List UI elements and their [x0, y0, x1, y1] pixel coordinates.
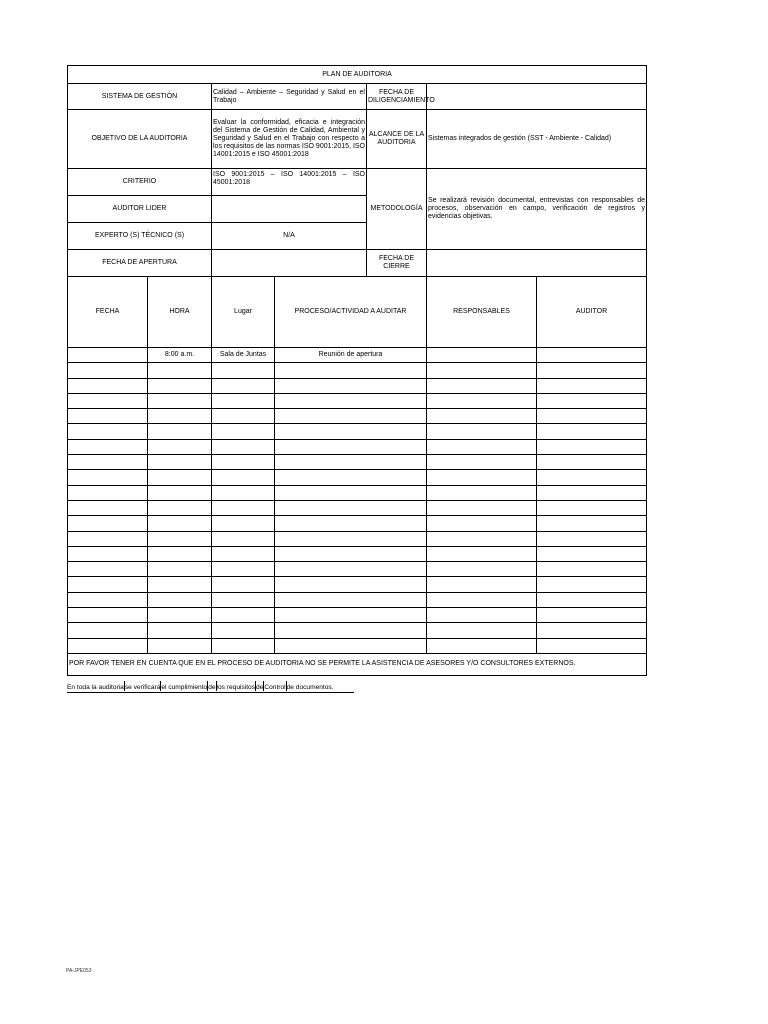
schedule-cell-responsables[interactable]: [427, 439, 537, 454]
schedule-cell-lugar[interactable]: [212, 470, 275, 485]
metodologia-label: METODOLOGÍA: [367, 169, 427, 250]
column-header-auditor: AUDITOR: [537, 277, 647, 348]
schedule-row: [68, 348, 647, 363]
schedule-cell-proceso[interactable]: [275, 623, 427, 638]
schedule-cell-proceso[interactable]: [275, 592, 427, 607]
footer-segment: de: [256, 684, 264, 691]
schedule-cell-hora[interactable]: [148, 623, 212, 638]
schedule-row: [68, 592, 647, 607]
schedule-cell-auditor[interactable]: [537, 577, 647, 592]
document-control-note: [67, 681, 354, 693]
footer-segment: el cumplimiento: [161, 684, 208, 691]
schedule-cell-auditor[interactable]: [537, 424, 647, 439]
auditor-lider-value[interactable]: [212, 196, 367, 223]
schedule-cell-auditor[interactable]: [537, 638, 647, 653]
schedule-cell-responsables[interactable]: [427, 638, 537, 653]
fecha-diligenciamiento-value[interactable]: [427, 84, 647, 110]
schedule-cell-auditor[interactable]: [537, 562, 647, 577]
schedule-cell-auditor[interactable]: [537, 531, 647, 546]
schedule-cell-auditor[interactable]: [537, 393, 647, 408]
schedule-cell-hora[interactable]: [148, 393, 212, 408]
schedule-cell-responsables[interactable]: [427, 363, 537, 378]
schedule-cell-auditor[interactable]: [537, 485, 647, 500]
auditor-lider-label: AUDITOR LIDER: [68, 196, 212, 223]
schedule-row: [68, 485, 647, 500]
schedule-row: [68, 500, 647, 515]
schedule-cell-lugar[interactable]: [212, 638, 275, 653]
audit-plan-document: [67, 65, 646, 676]
schedule-cell-auditor[interactable]: [537, 623, 647, 638]
schedule-header-row: [68, 277, 647, 348]
schedule-cell-fecha[interactable]: [68, 500, 148, 515]
schedule-cell-fecha[interactable]: [68, 531, 148, 546]
schedule-row: [68, 638, 647, 653]
schedule-row: [68, 378, 647, 393]
schedule-cell-auditor[interactable]: [537, 439, 647, 454]
footer-segment: se verificará: [124, 684, 161, 691]
schedule-row: [68, 363, 647, 378]
schedule-cell-proceso[interactable]: [275, 424, 427, 439]
schedule-cell-responsables[interactable]: [427, 409, 537, 424]
objetivo-label: OBJETIVO DE LA AUDITORIA: [68, 110, 212, 169]
schedule-cell-responsables[interactable]: [427, 592, 537, 607]
schedule-cell-responsables[interactable]: [427, 348, 537, 363]
schedule-cell-hora[interactable]: [148, 546, 212, 561]
schedule-cell-proceso[interactable]: [275, 608, 427, 623]
sistema-value[interactable]: Calidad – Ambiente – Seguridad y Salud en el Trabajo: [212, 84, 367, 110]
schedule-cell-hora[interactable]: [148, 378, 212, 393]
column-header-responsables: RESPONSABLES: [427, 277, 537, 348]
schedule-row: [68, 623, 647, 638]
schedule-cell-responsables[interactable]: [427, 500, 537, 515]
schedule-cell-fecha[interactable]: [68, 623, 148, 638]
schedule-cell-responsables[interactable]: [427, 562, 537, 577]
schedule-cell-fecha[interactable]: [68, 608, 148, 623]
schedule-cell-hora[interactable]: [148, 363, 212, 378]
schedule-cell-proceso[interactable]: [275, 393, 427, 408]
schedule-cell-responsables[interactable]: [427, 470, 537, 485]
column-header-hora: HORA: [148, 277, 212, 348]
schedule-cell-auditor[interactable]: [537, 409, 647, 424]
schedule-cell-responsables[interactable]: [427, 608, 537, 623]
schedule-cell-lugar[interactable]: [212, 393, 275, 408]
schedule-row: [68, 439, 647, 454]
schedule-row: [68, 393, 647, 408]
schedule-cell-lugar[interactable]: [212, 424, 275, 439]
schedule-body: [68, 348, 647, 654]
schedule-cell-lugar[interactable]: [212, 623, 275, 638]
schedule-cell-proceso[interactable]: [275, 531, 427, 546]
schedule-cell-lugar[interactable]: [212, 455, 275, 470]
schedule-row: [68, 455, 647, 470]
schedule-cell-auditor[interactable]: [537, 516, 647, 531]
schedule-cell-auditor[interactable]: [537, 363, 647, 378]
footer-segment: los requisitos: [216, 684, 256, 691]
schedule-cell-hora[interactable]: [148, 577, 212, 592]
schedule-cell-fecha[interactable]: [68, 455, 148, 470]
fecha-diligenciamiento-label: FECHA DE DILIGENCIAMIENTO: [367, 84, 427, 110]
schedule-cell-hora[interactable]: [148, 455, 212, 470]
schedule-row: [68, 424, 647, 439]
schedule-cell-lugar[interactable]: [212, 592, 275, 607]
column-header-lugar: Lugar: [212, 277, 275, 348]
schedule-cell-proceso[interactable]: Reunión de apertura: [275, 348, 427, 363]
experto-value[interactable]: N/A: [212, 223, 367, 250]
schedule-cell-responsables[interactable]: [427, 623, 537, 638]
criterio-label: CRITERIO: [68, 169, 212, 196]
schedule-cell-fecha[interactable]: [68, 516, 148, 531]
plan-title: PLAN DE AUDITORIA: [68, 66, 647, 84]
schedule-cell-lugar[interactable]: [212, 439, 275, 454]
schedule-cell-responsables[interactable]: [427, 393, 537, 408]
schedule-cell-lugar[interactable]: [212, 562, 275, 577]
schedule-cell-proceso[interactable]: [275, 363, 427, 378]
schedule-cell-lugar[interactable]: [212, 378, 275, 393]
schedule-cell-lugar[interactable]: [212, 608, 275, 623]
schedule-row: [68, 531, 647, 546]
schedule-cell-fecha[interactable]: [68, 348, 148, 363]
fecha-cierre-label: FECHA DE CIERRE: [367, 250, 427, 277]
schedule-cell-responsables[interactable]: [427, 455, 537, 470]
schedule-cell-auditor[interactable]: [537, 500, 647, 515]
alcance-label: ALCANCE DE LA AUDITORIA: [367, 110, 427, 169]
sistema-label: SISTEMA DE GESTIÓN: [68, 84, 212, 110]
schedule-cell-proceso[interactable]: [275, 516, 427, 531]
schedule-cell-lugar[interactable]: [212, 531, 275, 546]
schedule-cell-hora[interactable]: [148, 608, 212, 623]
schedule-cell-proceso[interactable]: [275, 439, 427, 454]
objetivo-value[interactable]: Evaluar la conformidad, eficacia e integración del Sistema de Gestión de Calidad, Ambiental y Seguridad y Salud en el Trabajo con respecto a los requisitos de las normas ISO 9001:2015, ISO 14001:2015 e ISO 45001:2018: [212, 110, 367, 169]
experto-label: EXPERTO (S) TÉCNICO (S): [68, 223, 212, 250]
schedule-cell-responsables[interactable]: [427, 424, 537, 439]
schedule-cell-proceso[interactable]: [275, 500, 427, 515]
schedule-cell-lugar[interactable]: [212, 409, 275, 424]
schedule-cell-fecha[interactable]: [68, 439, 148, 454]
schedule-row: [68, 409, 647, 424]
audit-plan-table: [67, 65, 647, 676]
schedule-cell-hora[interactable]: [148, 562, 212, 577]
schedule-cell-auditor[interactable]: [537, 470, 647, 485]
schedule-cell-responsables[interactable]: [427, 546, 537, 561]
schedule-cell-lugar[interactable]: [212, 546, 275, 561]
metodologia-value[interactable]: Se realizará revisión documental, entrevistas con responsables de procesos, observación en campo, verificación de registros y evidencias objetivas.: [427, 169, 647, 250]
schedule-cell-fecha[interactable]: [68, 546, 148, 561]
schedule-cell-responsables[interactable]: [427, 378, 537, 393]
schedule-row: [68, 608, 647, 623]
document-code: PA-JPE053: [66, 968, 92, 974]
schedule-cell-hora[interactable]: [148, 439, 212, 454]
schedule-cell-hora[interactable]: [148, 424, 212, 439]
footer-segment: de documentos.: [286, 684, 334, 691]
schedule-cell-responsables[interactable]: [427, 577, 537, 592]
schedule-cell-fecha[interactable]: [68, 393, 148, 408]
footer-segment: En toda la auditoria: [67, 684, 124, 691]
schedule-cell-auditor[interactable]: [537, 546, 647, 561]
schedule-cell-lugar[interactable]: [212, 577, 275, 592]
schedule-cell-auditor[interactable]: [537, 455, 647, 470]
schedule-row: [68, 577, 647, 592]
schedule-cell-hora[interactable]: [148, 531, 212, 546]
schedule-cell-proceso[interactable]: [275, 546, 427, 561]
schedule-cell-fecha[interactable]: [68, 592, 148, 607]
schedule-cell-responsables[interactable]: [427, 531, 537, 546]
schedule-cell-fecha[interactable]: [68, 378, 148, 393]
schedule-cell-proceso[interactable]: [275, 378, 427, 393]
schedule-cell-hora[interactable]: [148, 470, 212, 485]
schedule-cell-responsables[interactable]: [427, 485, 537, 500]
schedule-cell-proceso[interactable]: [275, 485, 427, 500]
schedule-cell-fecha[interactable]: [68, 577, 148, 592]
advisor-notice: POR FAVOR TENER EN CUENTA QUE EN EL PROCESO DE AUDITORIA NO SE PERMITE LA ASISTENCIA DE ASESORES Y/O CONSULTORES EXTERNOS.: [68, 653, 647, 675]
schedule-cell-hora[interactable]: 8:00 a.m.: [148, 348, 212, 363]
schedule-cell-proceso[interactable]: [275, 577, 427, 592]
schedule-cell-fecha[interactable]: [68, 409, 148, 424]
schedule-cell-fecha[interactable]: [68, 424, 148, 439]
schedule-cell-lugar[interactable]: [212, 363, 275, 378]
schedule-cell-proceso[interactable]: [275, 455, 427, 470]
schedule-cell-auditor[interactable]: [537, 378, 647, 393]
schedule-cell-proceso[interactable]: [275, 562, 427, 577]
schedule-cell-hora[interactable]: [148, 500, 212, 515]
schedule-cell-lugar[interactable]: [212, 500, 275, 515]
schedule-cell-fecha[interactable]: [68, 363, 148, 378]
schedule-row: [68, 470, 647, 485]
fecha-cierre-value[interactable]: [427, 250, 647, 277]
schedule-cell-responsables[interactable]: [427, 516, 537, 531]
schedule-cell-lugar[interactable]: [212, 516, 275, 531]
schedule-cell-hora[interactable]: [148, 516, 212, 531]
schedule-cell-fecha[interactable]: [68, 562, 148, 577]
schedule-row: [68, 516, 647, 531]
schedule-cell-hora[interactable]: [148, 592, 212, 607]
schedule-cell-auditor[interactable]: [537, 592, 647, 607]
schedule-row: [68, 562, 647, 577]
schedule-cell-lugar[interactable]: Sala de Juntas: [212, 348, 275, 363]
schedule-cell-lugar[interactable]: [212, 485, 275, 500]
fecha-apertura-label: FECHA DE APERTURA: [68, 250, 212, 277]
schedule-row: [68, 546, 647, 561]
schedule-cell-proceso[interactable]: [275, 470, 427, 485]
footer-segment: de: [208, 684, 216, 691]
criterio-value[interactable]: ISO 9001:2015 – ISO 14001:2015 – ISO 45001:2018: [212, 169, 367, 196]
schedule-cell-auditor[interactable]: [537, 608, 647, 623]
schedule-cell-hora[interactable]: [148, 409, 212, 424]
alcance-value[interactable]: Sistemas integrados de gestión (SST - Ambiente - Calidad): [427, 110, 647, 169]
schedule-cell-fecha[interactable]: [68, 470, 148, 485]
schedule-cell-hora[interactable]: [148, 485, 212, 500]
schedule-cell-auditor[interactable]: [537, 348, 647, 363]
schedule-cell-hora[interactable]: [148, 638, 212, 653]
schedule-cell-proceso[interactable]: [275, 409, 427, 424]
schedule-cell-fecha[interactable]: [68, 638, 148, 653]
column-header-fecha: FECHA: [68, 277, 148, 348]
fecha-apertura-value[interactable]: [212, 250, 367, 277]
schedule-cell-fecha[interactable]: [68, 485, 148, 500]
column-header-proceso: PROCESO/ACTIVIDAD A AUDITAR: [275, 277, 427, 348]
schedule-cell-proceso[interactable]: [275, 638, 427, 653]
footer-segment: Control: [264, 684, 286, 691]
